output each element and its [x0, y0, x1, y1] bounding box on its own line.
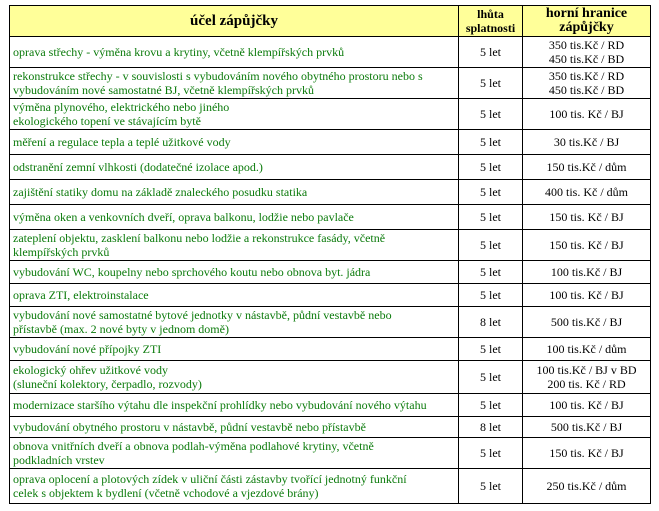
table-row: [10, 307, 651, 338]
table-row: [10, 68, 651, 99]
term-cell: 5 let: [459, 338, 523, 361]
purpose-cell: ekologický ohřev užitkové vody (sluneční kolektory, čerpadlo, rozvody): [10, 361, 459, 394]
table-row: [10, 155, 651, 180]
limit-cell: 150 tis. Kč / BJ: [523, 205, 651, 230]
table-row: [10, 417, 651, 438]
term-cell: 5 let: [459, 438, 523, 469]
loan-table: [9, 5, 651, 504]
term-cell: 5 let: [459, 394, 523, 417]
table-row: [10, 438, 651, 469]
purpose-cell: oprava ZTI, elektroinstalace: [10, 284, 459, 307]
limit-cell: 350 tis.Kč / RD 450 tis.Kč / BD: [523, 37, 651, 68]
limit-cell: 150 tis. Kč / BJ: [523, 230, 651, 261]
limit-cell: 100 tis. Kč / BJ: [523, 394, 651, 417]
term-cell: 5 let: [459, 99, 523, 130]
table-row: [10, 37, 651, 68]
term-cell: 5 let: [459, 130, 523, 155]
purpose-cell: odstranění zemní vlhkosti (dodatečné izolace apod.): [10, 155, 459, 180]
purpose-cell: vybudování nové samostatné bytové jednotky v nástavbě, půdní vestavbě nebo přístavbě (max. 2 nové byty v jednom domě): [10, 307, 459, 338]
term-cell: 5 let: [459, 205, 523, 230]
term-cell: 8 let: [459, 307, 523, 338]
table-row: [10, 130, 651, 155]
table-row: [10, 205, 651, 230]
limit-cell: 400 tis. Kč / dům: [523, 180, 651, 205]
table-row: [10, 261, 651, 284]
purpose-cell: rekonstrukce střechy - v souvislosti s vybudováním nového obytného prostoru nebo s vybudováním nové samostatné BJ, včetně klempířských prvků: [10, 68, 459, 99]
term-cell: 5 let: [459, 180, 523, 205]
header-term: lhůta splatnosti: [459, 6, 523, 37]
purpose-cell: obnova vnitřních dveří a obnova podlah-výměna podlahové krytiny, včetně podkladních vrstev: [10, 438, 459, 469]
purpose-cell: zajištění statiky domu na základě znaleckého posudku statika: [10, 180, 459, 205]
limit-cell: 100 tis. Kč / BJ: [523, 99, 651, 130]
table-row: [10, 284, 651, 307]
limit-cell: 150 tis. Kč / BJ: [523, 438, 651, 469]
limit-cell: 100 tis. Kč / BJ: [523, 284, 651, 307]
table-row: [10, 361, 651, 394]
table-row: [10, 99, 651, 130]
purpose-cell: oprava oplocení a plotových zídek v uliční části zástavby tvořící jednotný funkční celek s objektem k bydlení (včetně vchodové a vjezdové brány): [10, 469, 459, 504]
term-cell: 5 let: [459, 230, 523, 261]
term-cell: 5 let: [459, 361, 523, 394]
purpose-cell: vybudování WC, koupelny nebo sprchového koutu nebo obnova byt. jádra: [10, 261, 459, 284]
purpose-cell: výměna plynového, elektrického nebo jiného ekologického topení ve stávajícím bytě: [10, 99, 459, 130]
term-cell: 5 let: [459, 68, 523, 99]
term-cell: 5 let: [459, 284, 523, 307]
table-row: [10, 469, 651, 504]
limit-cell: 100 tis.Kč / BJ v BD 200 tis. Kč / RD: [523, 361, 651, 394]
limit-cell: 100 tis.Kč / dům: [523, 338, 651, 361]
term-cell: 5 let: [459, 261, 523, 284]
term-cell: 5 let: [459, 155, 523, 180]
term-cell: 8 let: [459, 417, 523, 438]
limit-cell: 100 tis.Kč / BJ: [523, 261, 651, 284]
purpose-cell: oprava střechy - výměna krovu a krytiny, včetně klempířských prvků: [10, 37, 459, 68]
limit-cell: 500 tis.Kč / BJ: [523, 307, 651, 338]
table-row: [10, 230, 651, 261]
limit-cell: 250 tis.Kč / dům: [523, 469, 651, 504]
term-cell: 5 let: [459, 37, 523, 68]
table-row: [10, 394, 651, 417]
table-row: [10, 338, 651, 361]
purpose-cell: vybudování obytného prostoru v nástavbě, půdní vestavbě nebo přístavbě: [10, 417, 459, 438]
limit-cell: 150 tis.Kč / dům: [523, 155, 651, 180]
header-purpose: účel zápůjčky: [10, 6, 459, 37]
table-row: [10, 180, 651, 205]
purpose-cell: modernizace staršího výtahu dle inspekční prohlídky nebo vybudování nového výtahu: [10, 394, 459, 417]
table-body: [10, 37, 651, 504]
purpose-cell: výměna oken a venkovních dveří, oprava balkonu, lodžie nebo pavlače: [10, 205, 459, 230]
purpose-cell: měření a regulace tepla a teplé užitkové vody: [10, 130, 459, 155]
header-limit: horní hranice zápůjčky: [523, 6, 651, 37]
purpose-cell: vybudování nové přípojky ZTI: [10, 338, 459, 361]
purpose-cell: zateplení objektu, zasklení balkonu nebo lodžie a rekonstrukce fasády, včetně klempířských prvků: [10, 230, 459, 261]
limit-cell: 350 tis.Kč / RD 450 tis.Kč / BD: [523, 68, 651, 99]
limit-cell: 500 tis.Kč / BJ: [523, 417, 651, 438]
term-cell: 5 let: [459, 469, 523, 504]
limit-cell: 30 tis.Kč / BJ: [523, 130, 651, 155]
table-header: [10, 6, 651, 37]
